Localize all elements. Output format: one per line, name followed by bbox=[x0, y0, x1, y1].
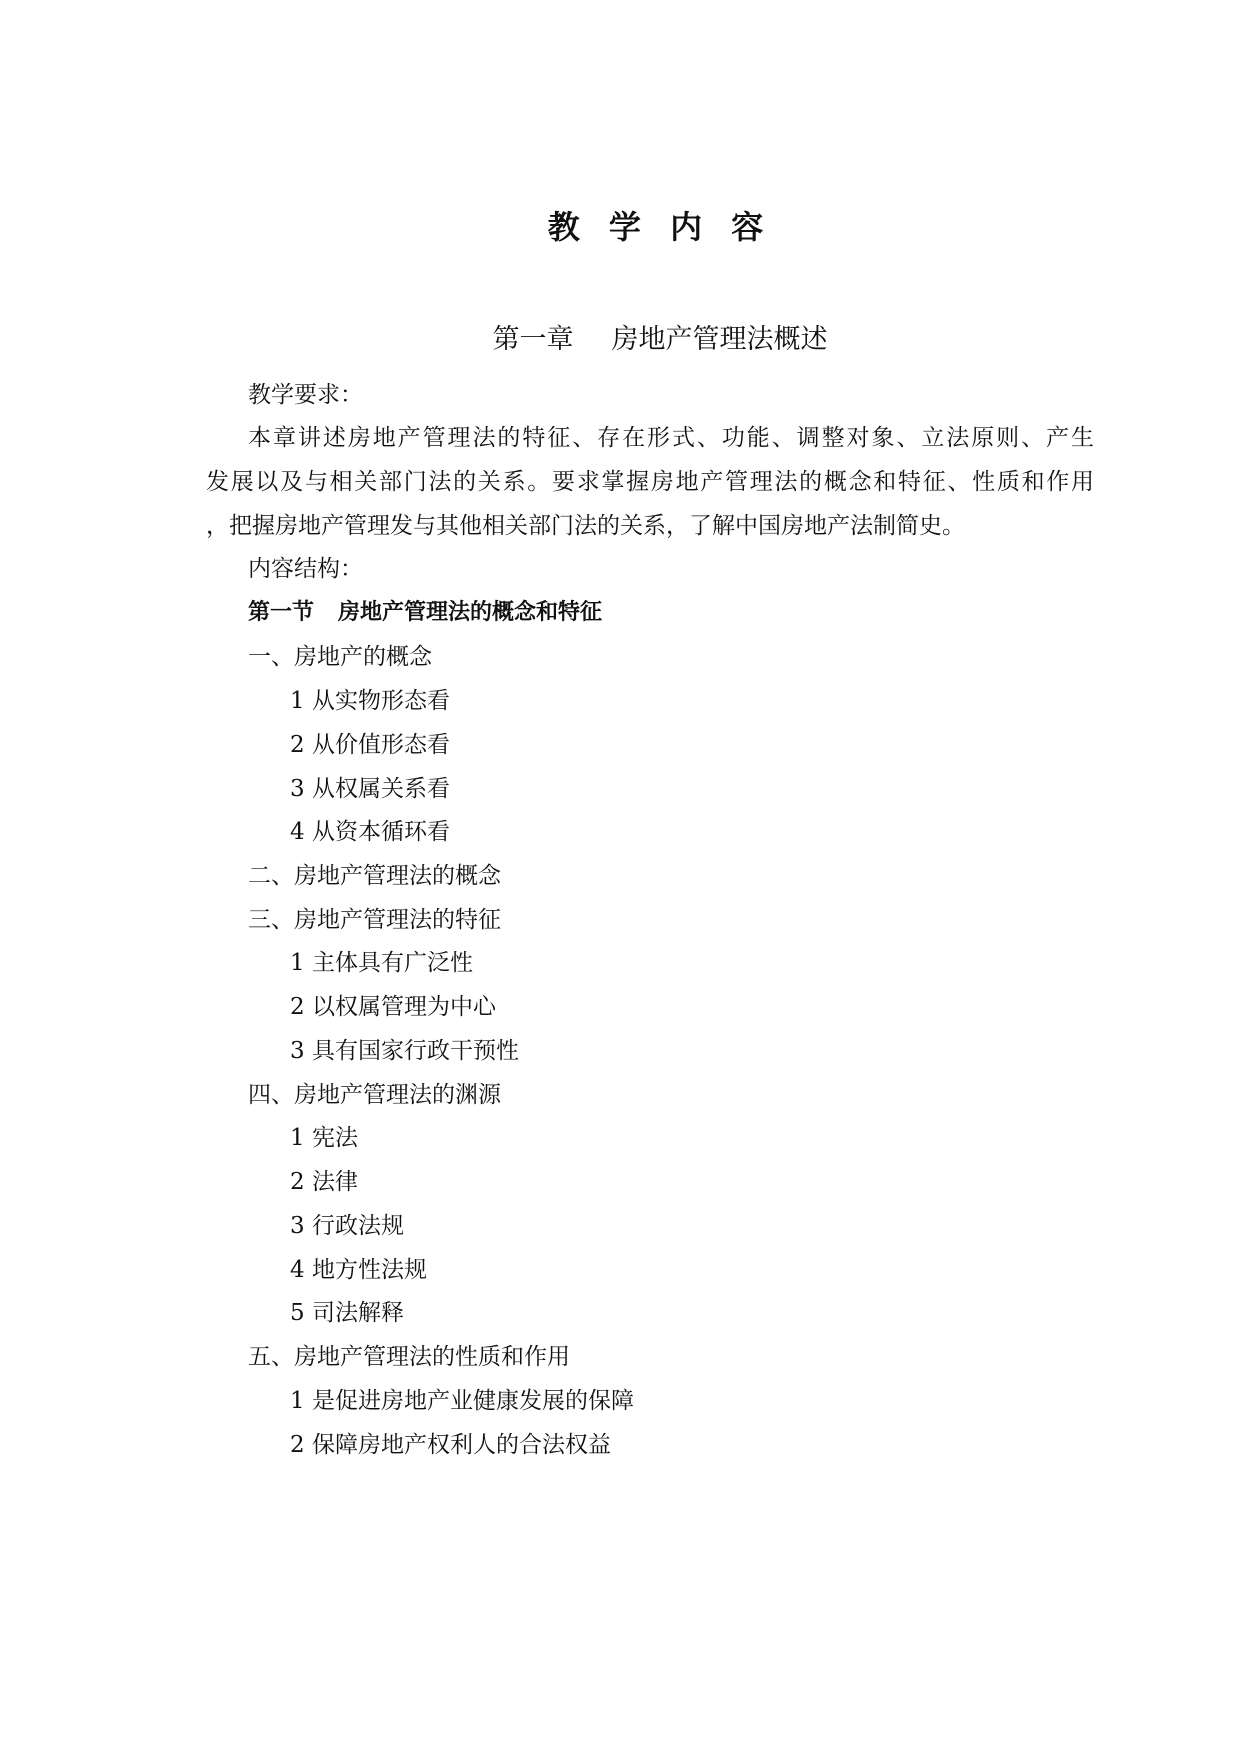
outline-item: 2 从价值形态看 bbox=[290, 732, 450, 758]
document-title: 教 学 内 容 bbox=[547, 208, 773, 246]
requirements-line-3: ，把握房地产管理发与其他相关部门法的关系，了解中国房地产法制简史。 bbox=[206, 513, 965, 539]
requirements-line-2: 发展以及与相关部门法的关系。要求掌握房地产管理法的概念和特征、性质和作用 bbox=[206, 469, 1094, 495]
section-heading bbox=[248, 596, 602, 630]
outline-heading-1: 一、房地产的概念 bbox=[248, 644, 432, 670]
outline-item: 1 从实物形态看 bbox=[290, 688, 450, 714]
outline-heading-3: 三、房地产管理法的特征 bbox=[248, 907, 501, 933]
outline-item: 1 主体具有广泛性 bbox=[290, 950, 473, 976]
outline-heading-2: 二、房地产管理法的概念 bbox=[248, 863, 501, 889]
outline-item: 4 从资本循环看 bbox=[290, 819, 450, 845]
chapter-number: 第一章 bbox=[492, 324, 574, 355]
outline-heading-4: 四、房地产管理法的渊源 bbox=[248, 1082, 501, 1108]
structure-label: 内容结构： bbox=[248, 556, 363, 582]
section-name: 房地产管理法的概念和特征 bbox=[338, 600, 603, 625]
outline-item: 3 行政法规 bbox=[290, 1213, 404, 1239]
outline-item: 3 具有国家行政干预性 bbox=[290, 1038, 519, 1064]
requirements-line-1: 本章讲述房地产管理法的特征、存在形式、功能、调整对象、立法原则、产生 bbox=[248, 425, 1094, 451]
outline-item: 1 宪法 bbox=[290, 1125, 358, 1151]
chapter-title bbox=[0, 320, 1241, 360]
outline-item: 1 是促进房地产业健康发展的保障 bbox=[290, 1388, 634, 1414]
outline-item: 2 以权属管理为中心 bbox=[290, 994, 496, 1020]
chapter-name: 房地产管理法概述 bbox=[611, 324, 828, 355]
outline-item: 3 从权属关系看 bbox=[290, 776, 450, 802]
outline-heading-5: 五、房地产管理法的性质和作用 bbox=[248, 1344, 570, 1370]
outline-item: 2 法律 bbox=[290, 1169, 358, 1195]
outline-item: 2 保障房地产权利人的合法权益 bbox=[290, 1432, 611, 1458]
requirements-label: 教学要求： bbox=[248, 382, 363, 408]
outline-item: 4 地方性法规 bbox=[290, 1257, 427, 1283]
outline-item: 5 司法解释 bbox=[290, 1300, 404, 1326]
section-number: 第一节 bbox=[248, 600, 315, 625]
